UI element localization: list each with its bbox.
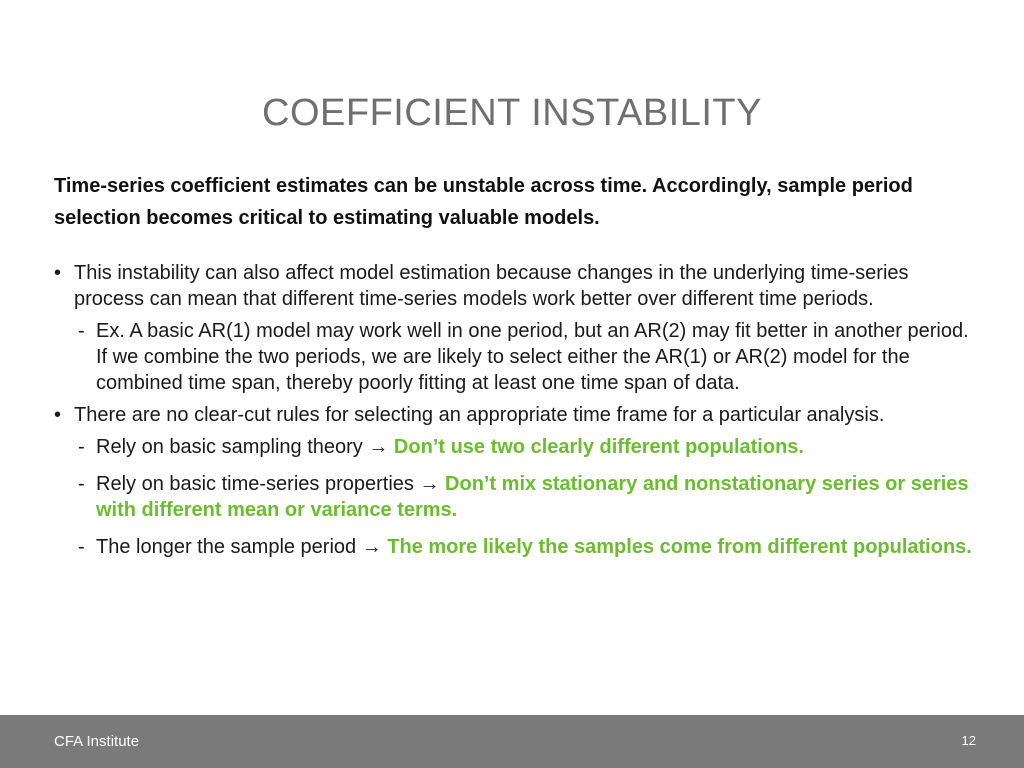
- right-arrow-icon: →: [361, 536, 388, 558]
- footer-brand-logo: CFA Institute: [54, 733, 140, 750]
- bullet-item-time-frame: [54, 402, 984, 560]
- sub-item-sample-period: [74, 534, 984, 560]
- sub-item-sampling-theory: [74, 434, 984, 460]
- right-arrow-icon: →: [419, 473, 446, 495]
- bullet-list: [54, 255, 984, 566]
- sub-item-text: The longer the sample period: [96, 536, 357, 558]
- intro-statement: Time-series coefficient estimates can be unstable across time. Accordingly, sample period selection becomes critical to estimating valuable models.: [54, 175, 913, 229]
- sub-list: [74, 318, 984, 396]
- sub-marker: -: [78, 473, 85, 495]
- right-arrow-icon: →: [368, 436, 394, 458]
- slide-title: COEFFICIENT INSTABILITY: [262, 92, 762, 134]
- bullet-marker: •: [54, 404, 62, 426]
- bullet-item-instability: [54, 260, 984, 396]
- sub-item-example: [74, 318, 984, 396]
- sub-item-highlight: The more likely the samples come from different populations.: [387, 536, 972, 558]
- sub-marker: -: [78, 436, 85, 458]
- sub-item-text: Rely on basic time-series properties: [96, 473, 414, 495]
- sub-list: [74, 434, 984, 560]
- footer-bar: [0, 715, 1024, 768]
- bullet-text: There are no clear-cut rules for selecting an appropriate time frame for a particular analysis.: [74, 404, 885, 426]
- page-number: 12: [961, 733, 976, 748]
- sub-marker: -: [78, 536, 85, 558]
- sub-item-text: Ex. A basic AR(1) model may work well in one period, but an AR(2) may fit better in another period. If we combine the two periods, we are likely to select either the AR(1) or AR(2) model for the combined time span, thereby poorly fitting at least one time span of data.: [96, 320, 969, 394]
- bullet-marker: •: [54, 262, 62, 284]
- bullet-text: This instability can also affect model estimation because changes in the underlying time-series process can mean that different time-series models work better over different time periods.: [74, 262, 909, 310]
- sub-item-text: Rely on basic sampling theory: [96, 436, 363, 458]
- sub-item-highlight: Don’t mix stationary and nonstationary series or series with different mean or variance terms.: [96, 473, 969, 521]
- sub-marker: -: [78, 320, 85, 342]
- sub-item-highlight: Don’t use two clearly different populations.: [393, 436, 804, 458]
- sub-item-time-series-properties: [74, 471, 984, 523]
